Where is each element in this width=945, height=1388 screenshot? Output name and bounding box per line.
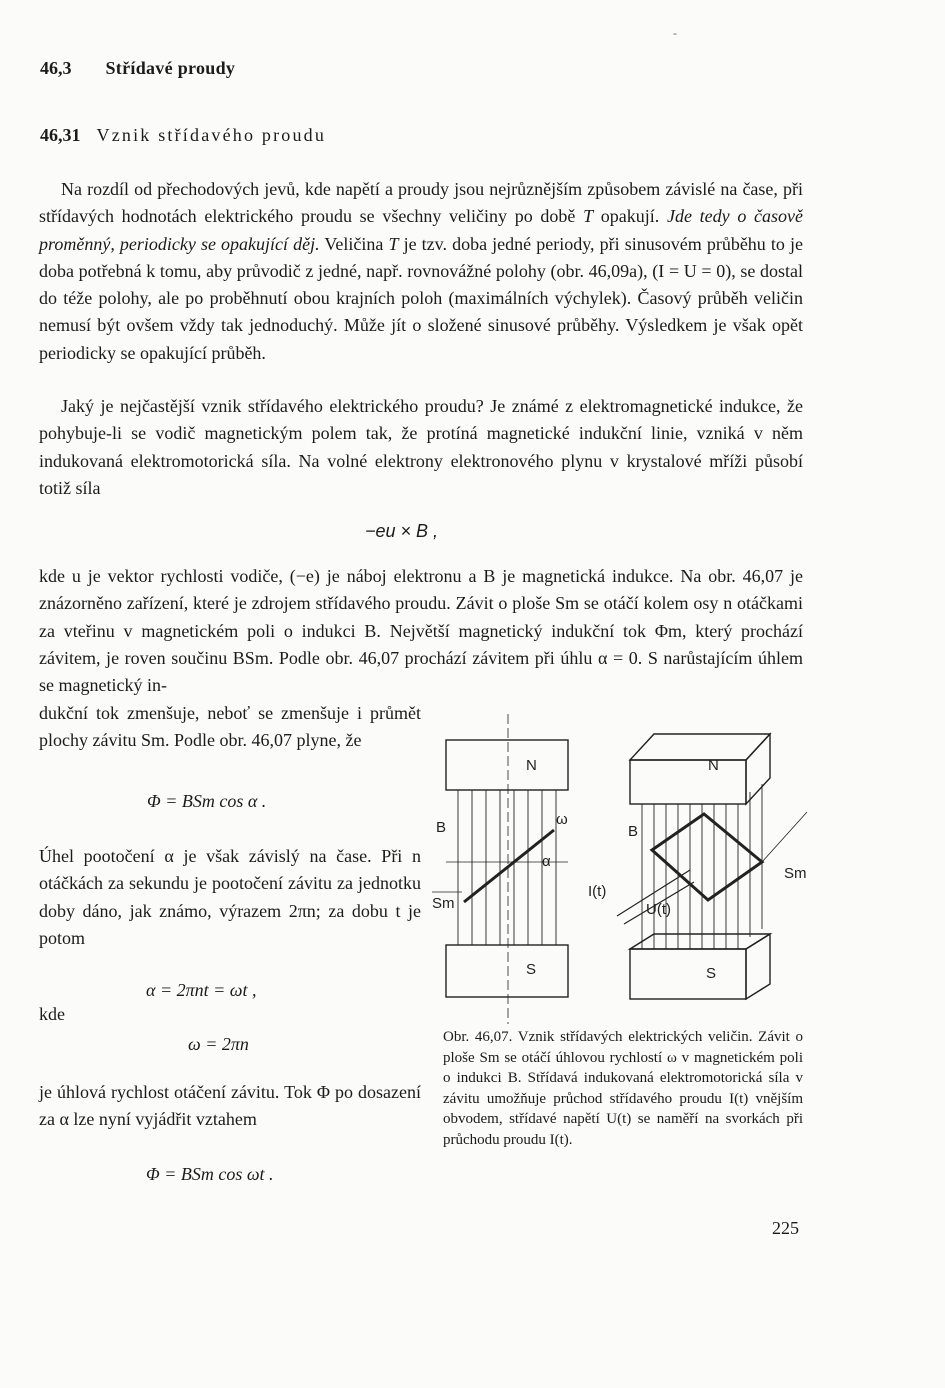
subsection-number: 46,31	[40, 125, 81, 145]
magnet-south-left	[446, 945, 568, 997]
equation-force: −eu × B ,	[365, 521, 439, 541]
coil-right	[652, 814, 762, 900]
label-alpha: α	[542, 853, 551, 870]
label-sm-right: Sm	[784, 865, 807, 882]
figure-caption: Obr. 46,07. Vznik střídavých elektrických veličin. Závit o ploše Sm se otáčí úhlovou rychlostí ω v magnetickém poli o indukci B. Střídavá indukovaná elektromotorická síla v závitu umožňuje průchod střídavého proudu I(t) vnějším obvodem, střídavé napětí U(t) se naměří na svorkách při průchodu proudu I(t).	[443, 1029, 803, 1148]
label-b-right: B	[628, 823, 639, 840]
magnet-south-right	[630, 949, 746, 999]
label-n-left: N	[526, 757, 537, 774]
label-s-right: S	[706, 965, 717, 982]
section-title: Střídavé proudy	[105, 58, 236, 78]
kde-label: kde	[39, 1004, 65, 1024]
label-sm-left: Sm	[432, 895, 455, 912]
subsection-title: Vznik střídavého proudu	[96, 125, 327, 145]
page-number: 225	[772, 1218, 799, 1238]
label-omega: ω	[556, 811, 568, 828]
label-s-left: S	[526, 961, 537, 978]
paragraph-2: Jaký je nejčastější vznik střídavého elektrického proudu? Je známé z elektromagnetické indukce, že pohybuje-li se vodič magnetickým polem tak, že protíná magnetické indukční linie, vzniká v něm indukovaná elektromotorická síla. Na volné elektrony elektronového plynu v krystalové mříži působí totiž síla	[39, 396, 803, 498]
section-number: 46,3	[40, 58, 72, 78]
equation-omega: ω = 2πn	[188, 1034, 249, 1054]
label-b-left: B	[436, 819, 447, 836]
paragraph-3: kde u je vektor rychlosti vodiče, (−e) je náboj elektronu a B je magnetická indukce. Na obr. 46,07 je znázorněno zařízení, které je zdrojem střídavého proudu. Závit o ploše Sm se otáčí kolem osy n otáčkami za vteřinu v magnetickém poli o indukci B. Největší magnetický indukční tok Φm, který prochází závitem, je roven součinu BSm. Podle obr. 46,07 prochází závitem při úhlu α = 0. S narůstajícím úhlem se magnetický in-	[39, 566, 803, 696]
equation-angle: α = 2πnt = ωt ,	[146, 980, 257, 1000]
paragraph-left-3: je úhlová rychlost otáčení závitu. Tok Φ po dosazení za α lze nyní vyjádřit vztahem	[39, 1082, 421, 1130]
corner-mark: -	[673, 26, 677, 40]
equation-flux: Φ = BSm cos α .	[147, 791, 267, 811]
coil-left	[464, 830, 554, 902]
magnet-north-left	[446, 740, 568, 790]
figure-46-07	[432, 712, 812, 1024]
equation-flux-time: Φ = BSm cos ωt .	[146, 1164, 274, 1184]
section-heading	[40, 58, 235, 79]
magnet-north-right	[630, 760, 746, 804]
label-current: I(t)	[588, 883, 607, 900]
label-voltage: U(t)	[646, 901, 671, 918]
paragraph-left-2: Úhel pootočení α je však závislý na čase. Při n otáčkách za sekundu je pootočení závitu za jednotku doby dáno, jak známo, výrazem 2πn; za dobu t je potom	[39, 846, 421, 948]
paragraph-left-1: dukční tok zmenšuje, neboť se zmenšuje i průmět plochy závitu Sm. Podle obr. 46,07 plyne, že	[39, 703, 421, 751]
subsection-heading	[40, 125, 326, 146]
label-n-right: N	[708, 757, 719, 774]
paragraph-1: Na rozdíl od přechodových jevů, kde napětí a proudy jsou nejrůznějším způsobem závislé na čase, při střídavých hodnotách elektrického proudu se všechny veličiny po době T opakují. Jde tedy o časově proměnný, periodicky se opakující děj. Veličina T je tzv. doba jedné periody, při sinusovém průběhu to je doba potřebná k tomu, aby průvodič z jedné, např. rovnovážné polohy (obr. 46,09a), (I = U = 0), se dostal do téže polohy, ale po proběhnutí obou krajních poloh (maximálních výchylek). Časový průběh veličin nemusí být ovšem vždy tak jednoduchý. Může jít o složené sinusové průběhy. Výsledkem je však opět periodicky se opakující průběh.	[39, 179, 804, 363]
field-lines-right	[642, 784, 762, 949]
